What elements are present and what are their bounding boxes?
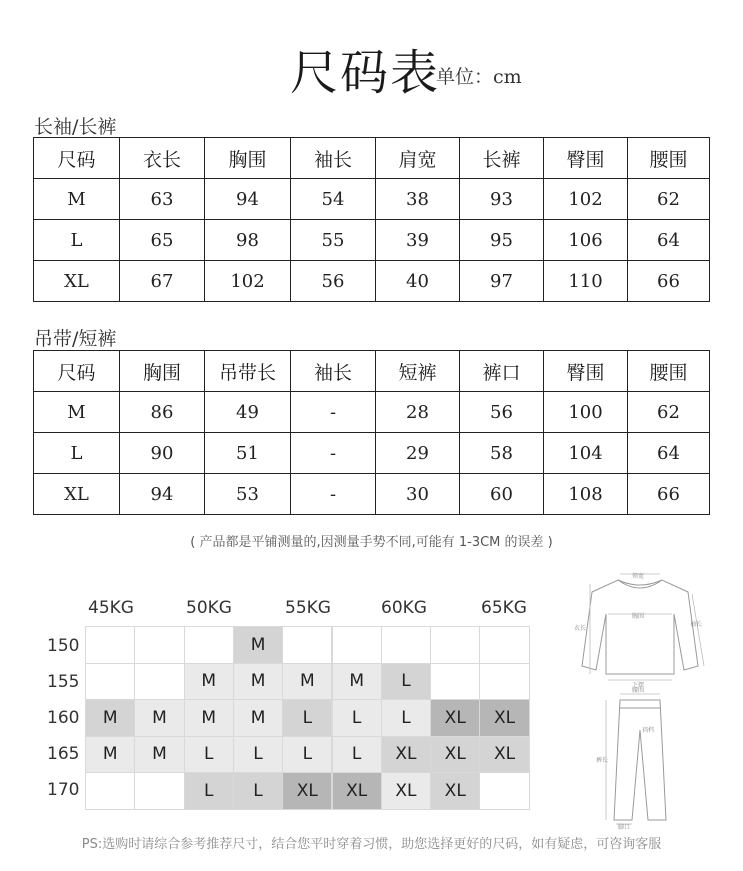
table-cell: 60 [460,474,544,515]
grid-cell: XL [430,736,480,774]
grid-cell [85,663,135,701]
table-cell: L [34,433,120,474]
grid-cell [430,626,480,664]
height-label: 170 [47,780,80,800]
grid-cell: L [332,699,382,737]
grid-cell: XL [479,736,529,774]
table-cell: 66 [628,474,710,515]
table-cell: 65 [120,220,205,261]
diagram-label: 裤长 [596,757,609,764]
table-cell: 64 [628,433,710,474]
grid-cell: L [332,736,382,774]
grid-cell [85,772,135,810]
diagram-label: 胸围 [632,613,645,620]
header-cell: 衣长 [120,138,205,179]
table-row [34,220,710,261]
weight-label: 60KG [381,598,427,618]
grid-cell: M [184,663,234,701]
table-cell: 97 [460,261,544,302]
grid-cell [134,663,184,701]
weight-label: 45KG [88,598,134,618]
table-cell: 98 [205,220,291,261]
grid-cell: XL [479,699,529,737]
table-cell: 55 [291,220,376,261]
header-cell: 尺码 [34,138,120,179]
grid-cell: L [381,663,431,701]
grid-cell: XL [430,772,480,810]
size-table-long [33,137,710,302]
page-title: 尺码表 [290,45,441,101]
table-cell: 93 [460,179,544,220]
grid-cell: M [134,699,184,737]
diagram-label: 脚口 [618,824,631,830]
unit-prefix: 单位： [436,66,494,88]
table-cell: 90 [120,433,205,474]
weight-label: 65KG [481,598,527,618]
height-label: 165 [47,744,80,764]
grid-cell: L [184,772,234,810]
table-cell: XL [34,261,120,302]
table-row [34,261,710,302]
table-cell: 100 [544,392,628,433]
table-cell: M [34,392,120,433]
table-header-row [34,351,710,392]
header-cell: 袖长 [291,138,376,179]
table-cell: 28 [376,392,460,433]
table-cell: 64 [628,220,710,261]
header-cell: 尺码 [34,351,120,392]
grid-cell [381,626,431,664]
diagram-label: 腰围 [632,687,645,694]
table-cell: 102 [544,179,628,220]
table-cell: 54 [291,179,376,220]
grid-cell: M [282,663,332,701]
grid-cell: M [85,699,135,737]
grid-cell: M [332,663,382,701]
grid-cell: XL [282,772,332,810]
grid-cell [184,626,234,664]
table-cell: - [291,392,376,433]
grid-cell: M [184,699,234,737]
table-cell: 39 [376,220,460,261]
measurement-note: ( 产品都是平铺测量的,因测量手势不同,可能有 1-3CM 的误差 ) [190,535,553,550]
table-cell: 40 [376,261,460,302]
table-row [34,474,710,515]
grid-cell: XL [381,772,431,810]
size-table-short [33,350,710,515]
table-cell: 56 [460,392,544,433]
table-cell: 86 [120,392,205,433]
table-row [34,433,710,474]
grid-cell: L [233,772,283,810]
table-cell: 62 [628,392,710,433]
grid-cell: XL [430,699,480,737]
table2-label: 吊带/短裤 [34,328,117,350]
table-cell: 63 [120,179,205,220]
unit-label [436,62,522,89]
header-cell: 袖长 [291,351,376,392]
weight-label: 50KG [186,598,232,618]
table-row [34,179,710,220]
header-cell: 腰围 [628,351,710,392]
table-cell: 56 [291,261,376,302]
header-cell: 裤口 [460,351,544,392]
table-row [34,392,710,433]
table-cell: 94 [120,474,205,515]
shirt-outline-icon [582,580,698,674]
measure-lines [590,574,704,680]
grid-cell: M [134,736,184,774]
grid-cell: L [233,736,283,774]
height-label: 160 [47,708,80,728]
header-cell: 臀围 [544,351,628,392]
header-cell: 长裤 [460,138,544,179]
height-label: 150 [47,636,80,656]
grid-cell: L [282,699,332,737]
grid-cell: M [233,626,283,664]
table-cell: - [291,474,376,515]
diagram-label: 袖长 [690,621,703,628]
grid-cell [479,663,529,701]
header-cell: 肩宽 [376,138,460,179]
header-cell: 胸围 [205,138,291,179]
table-cell: 62 [628,179,710,220]
grid-cell: L [184,736,234,774]
table-cell: 94 [205,179,291,220]
grid-cell: XL [332,772,382,810]
grid-cell: M [233,699,283,737]
diagram-label: 裆档 [642,727,655,734]
height-label: 155 [47,672,80,692]
grid-cell: L [381,699,431,737]
pants-outline-icon [614,700,666,820]
diagram-label: 领宽 [632,573,645,580]
table-cell: 29 [376,433,460,474]
header-cell: 吊带长 [205,351,291,392]
footer-note: PS:选购时请综合参考推荐尺寸，结合您平时穿着习惯，助您选择更好的尺码，如有疑虑，可咨询客服 [81,837,662,852]
diagram-label: 衣长 [574,625,587,632]
table1-label: 长袖/长裤 [34,116,117,138]
table-cell: 51 [205,433,291,474]
table-header-row [34,138,710,179]
grid-cell: XL [381,736,431,774]
table-cell: 102 [205,261,291,302]
grid-cell [332,626,382,664]
table-cell: 30 [376,474,460,515]
grid-cell: M [85,736,135,774]
table-cell: XL [34,474,120,515]
unit-value: cm [493,66,522,88]
grid-cell [282,626,332,664]
table-cell: 110 [544,261,628,302]
table-cell: - [291,433,376,474]
diagram-label: 下摆 [632,682,645,689]
table-cell: 106 [544,220,628,261]
header-cell: 臀围 [544,138,628,179]
grid-cell: L [282,736,332,774]
grid-cell [134,772,184,810]
grid-cell [479,772,529,810]
weight-label: 55KG [285,598,331,618]
grid-cell [430,663,480,701]
table-cell: 58 [460,433,544,474]
table-cell: 49 [205,392,291,433]
table-cell: 104 [544,433,628,474]
garment-diagram [570,570,710,830]
table-cell: 95 [460,220,544,261]
table-cell: L [34,220,120,261]
table-cell: 53 [205,474,291,515]
table-cell: 38 [376,179,460,220]
table-cell: 66 [628,261,710,302]
header-cell: 腰围 [628,138,710,179]
grid-cell [85,626,135,664]
table-cell: 67 [120,261,205,302]
header-cell: 胸围 [120,351,205,392]
grid-cell [479,626,529,664]
table-cell: 108 [544,474,628,515]
table-cell: M [34,179,120,220]
grid-cell [134,626,184,664]
grid-cell: M [233,663,283,701]
header-cell: 短裤 [376,351,460,392]
